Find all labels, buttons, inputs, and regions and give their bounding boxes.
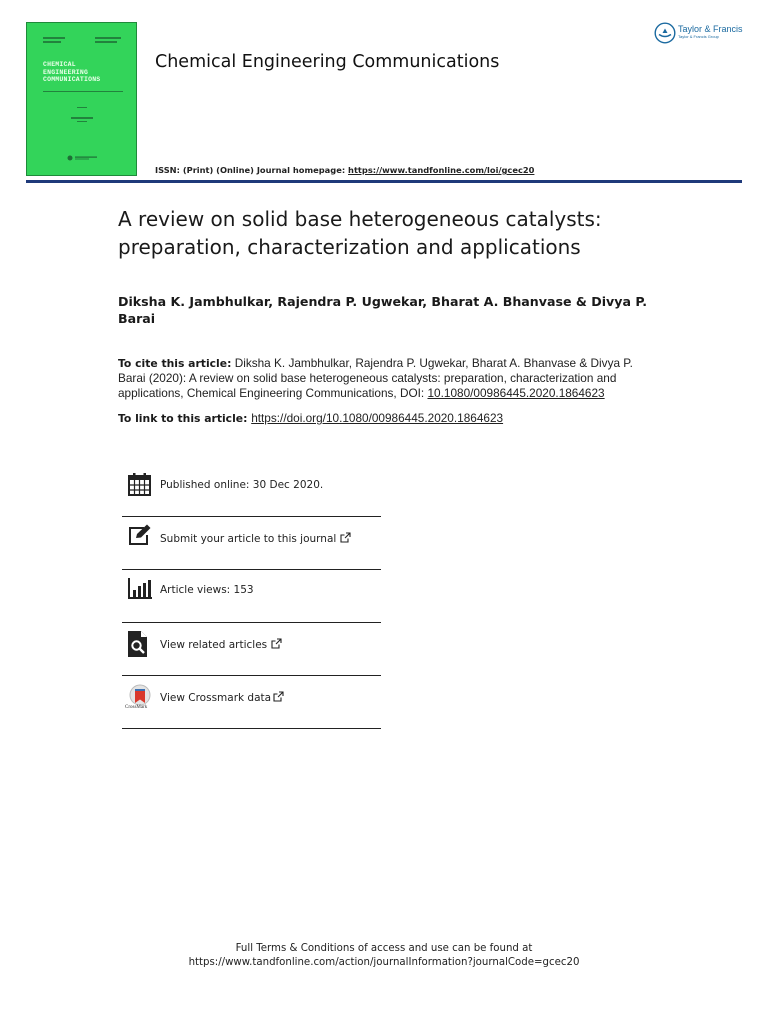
footer-terms-url[interactable]: https://www.tandfonline.com/action/journalInformation?journalCode=gcec20	[188, 957, 580, 968]
document-search-icon	[127, 631, 153, 657]
crossmark-link[interactable]	[160, 691, 284, 705]
footer-terms-text: Full Terms & Conditions of access and use can be found at	[235, 943, 533, 954]
issn-text: ISSN: (Print) (Online) Journal homepage:	[155, 165, 349, 175]
external-link-icon	[271, 638, 282, 649]
submit-article-row[interactable]	[122, 517, 381, 569]
crossmark-caption: CrossMark	[125, 705, 148, 710]
published-online-row	[122, 464, 381, 516]
article-authors: Diksha K. Jambhulkar, Rajendra P. Ugwekar, Bharat A. Bhanvase & Divya P. Barai	[118, 294, 648, 326]
published-online-text: Published online: 30 Dec 2020.	[160, 479, 324, 491]
taylor-francis-logo[interactable]	[654, 22, 743, 48]
footer-terms	[0, 942, 768, 970]
journal-homepage-link[interactable]: https://www.tandfonline.com/loi/gcec20	[348, 165, 535, 175]
citation-text: Diksha K. Jambhulkar, Rajendra P. Ugwekar, Bharat A. Bhanvase & Divya P. Barai (2020): A review on solid base heterogeneous catalysts: preparation, characterization and applications, Chemical Engineering Communications, DOI:	[118, 356, 633, 400]
edit-icon	[127, 523, 153, 549]
article-title: A review on solid base heterogeneous catalysts: preparation, characterization and applications	[118, 207, 602, 259]
crossmark-label: View Crossmark data	[160, 692, 272, 704]
journal-cover-image	[26, 22, 137, 176]
publisher-name: Taylor & Francis	[678, 24, 743, 34]
cover-title: CHEMICAL ENGINEERING COMMUNICATIONS	[43, 61, 101, 83]
info-divider	[122, 728, 381, 729]
calendar-icon	[127, 472, 153, 498]
publisher-group: Taylor & Francis Group	[678, 34, 719, 39]
citation-block	[118, 356, 648, 400]
header-divider	[26, 180, 742, 183]
article-views-text: Article views: 153	[160, 584, 254, 596]
submit-article-label: Submit your article to this journal	[160, 533, 337, 545]
citation-label: To cite this article:	[118, 357, 232, 370]
crossmark-row[interactable]	[122, 676, 381, 728]
related-articles-label: View related articles	[160, 639, 268, 651]
external-link-icon	[340, 532, 351, 543]
cover-publisher-logo	[67, 155, 101, 161]
bar-chart-icon	[127, 576, 153, 602]
article-link-block	[118, 411, 678, 426]
citation-doi-link[interactable]: 10.1080/00986445.2020.1864623	[427, 385, 605, 400]
issn-line	[155, 165, 534, 176]
journal-name: Chemical Engineering Communications	[155, 52, 500, 72]
taylor-francis-emblem-icon	[654, 22, 676, 44]
related-articles-row[interactable]	[122, 623, 381, 675]
submit-article-link[interactable]	[160, 532, 351, 546]
article-link-label: To link to this article:	[118, 412, 252, 425]
external-link-icon	[273, 691, 284, 702]
article-doi-url[interactable]: https://doi.org/10.1080/00986445.2020.1864623	[251, 411, 504, 425]
related-articles-link[interactable]	[160, 638, 282, 652]
article-views-row	[122, 570, 381, 622]
